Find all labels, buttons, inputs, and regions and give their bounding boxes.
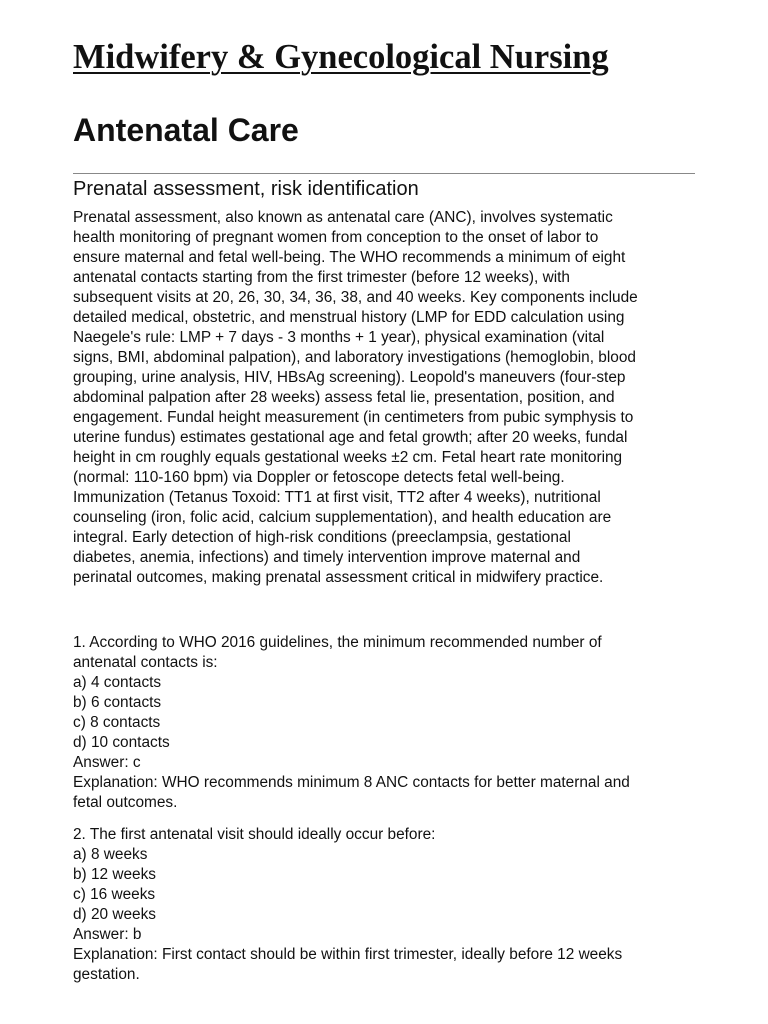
answer-option: a) 8 weeks bbox=[73, 846, 148, 863]
paragraph-line: height in cm roughly equals gestational weeks ±2 cm. Fetal heart rate monitoring bbox=[73, 449, 623, 466]
answer-option: d) 20 weeks bbox=[73, 906, 156, 923]
paragraph-line: ensure maternal and fetal well-being. The WHO recommends a minimum of eight bbox=[73, 249, 626, 266]
section-heading: Prenatal assessment, risk identification bbox=[73, 178, 419, 200]
paragraph-line: health monitoring of pregnant women from conception to the onset of labor to bbox=[73, 229, 599, 246]
answer-key: Answer: c bbox=[73, 754, 141, 771]
question-block-1 bbox=[73, 633, 695, 813]
explanation-text: fetal outcomes. bbox=[73, 794, 178, 811]
paragraph-line: Naegele's rule: LMP + 7 days - 3 months + 1 year), physical examination (vital bbox=[73, 329, 605, 346]
paragraph-line: subsequent visits at 20, 26, 30, 34, 36, 38, and 40 weeks. Key components include bbox=[73, 289, 638, 306]
paragraph-line: diabetes, anemia, infections) and timely intervention improve maternal and bbox=[73, 549, 581, 566]
question-text: 1. According to WHO 2016 guidelines, the minimum recommended number of bbox=[73, 634, 602, 651]
chapter-title: Antenatal Care bbox=[73, 112, 299, 148]
answer-option: b) 6 contacts bbox=[73, 694, 162, 711]
question-text: 2. The first antenatal visit should ideally occur before: bbox=[73, 826, 436, 843]
explanation-text: gestation. bbox=[73, 966, 140, 983]
answer-key: Answer: b bbox=[73, 926, 142, 943]
paragraph-line: signs, BMI, abdominal palpation), and laboratory investigations (hemoglobin, blood bbox=[73, 349, 636, 366]
answer-option: c) 8 contacts bbox=[73, 714, 161, 731]
paragraph-line: abdominal palpation after 28 weeks) assess fetal lie, presentation, position, and bbox=[73, 389, 615, 406]
document-title: Midwifery & Gynecological Nursing bbox=[73, 38, 609, 76]
paragraph-line: perinatal outcomes, making prenatal assessment critical in midwifery practice. bbox=[73, 569, 604, 586]
paragraph-line: detailed medical, obstetric, and menstrual history (LMP for EDD calculation using bbox=[73, 309, 625, 326]
answer-option: b) 12 weeks bbox=[73, 866, 156, 883]
intro-paragraph bbox=[73, 208, 695, 588]
section-divider bbox=[73, 173, 695, 174]
paragraph-line: engagement. Fundal height measurement (in centimeters from pubic symphysis to bbox=[73, 409, 634, 426]
paragraph-line: grouping, urine analysis, HIV, HBsAg screening). Leopold's maneuvers (four-step bbox=[73, 369, 626, 386]
question-block-2 bbox=[73, 825, 695, 985]
paragraph-line: Immunization (Tetanus Toxoid: TT1 at first visit, TT2 after 4 weeks), nutritional bbox=[73, 489, 601, 506]
question-text: antenatal contacts is: bbox=[73, 654, 218, 671]
explanation-text: Explanation: WHO recommends minimum 8 ANC contacts for better maternal and bbox=[73, 774, 630, 791]
paragraph-line: Prenatal assessment, also known as antenatal care (ANC), involves systematic bbox=[73, 209, 613, 226]
paragraph-line: counseling (iron, folic acid, calcium supplementation), and health education are bbox=[73, 509, 612, 526]
paragraph-line: antenatal contacts starting from the first trimester (before 12 weeks), with bbox=[73, 269, 570, 286]
paragraph-line: uterine fundus) estimates gestational age and fetal growth; after 20 weeks, fundal bbox=[73, 429, 628, 446]
answer-option: d) 10 contacts bbox=[73, 734, 170, 751]
explanation-text: Explanation: First contact should be within first trimester, ideally before 12 weeks bbox=[73, 946, 623, 963]
answer-option: a) 4 contacts bbox=[73, 674, 162, 691]
paragraph-line: (normal: 110-160 bpm) via Doppler or fetoscope detects fetal well-being. bbox=[73, 469, 565, 486]
answer-option: c) 16 weeks bbox=[73, 886, 156, 903]
paragraph-line: integral. Early detection of high-risk conditions (preeclampsia, gestational bbox=[73, 529, 571, 546]
